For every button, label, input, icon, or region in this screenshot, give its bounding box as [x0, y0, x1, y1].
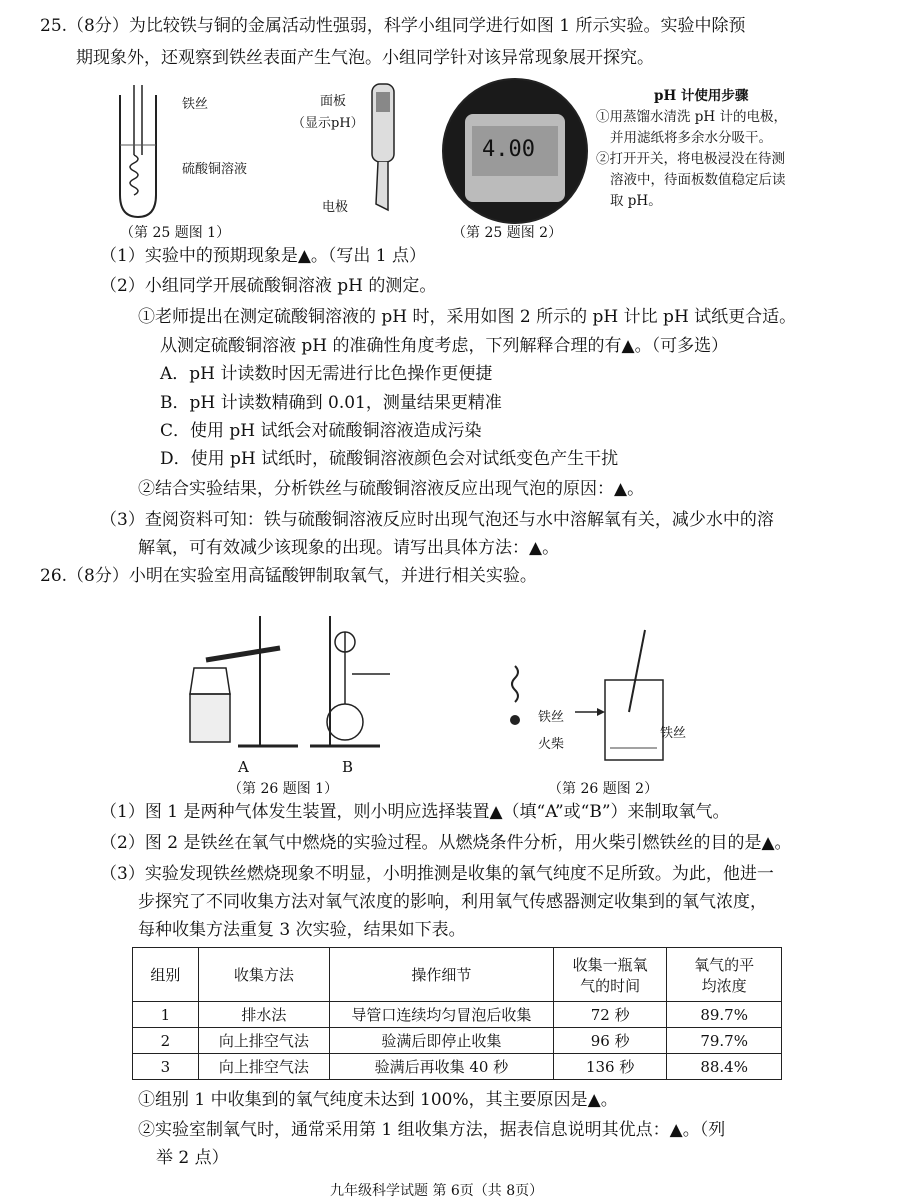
iron-combustion-figure	[505, 620, 685, 770]
ph-step-1b: 并用滤纸将多余水分吸干。	[610, 130, 772, 146]
q25-part2: （2）小组同学开展硫酸铜溶液 pH 的测定。	[100, 276, 437, 296]
caption-fig25-2: （第 25 题图 2）	[452, 225, 563, 241]
q26-part3-line2: 步探究了不同收集方法对氧气浓度的影响，利用氧气传感器测定收集到的氧气浓度，	[138, 892, 767, 912]
q25-intro-line2: 期现象外，还观察到铁丝表面产生气泡。小组同学针对该异常现象展开探究。	[76, 48, 654, 68]
caption-fig26-2: （第 26 题图 2）	[548, 781, 659, 797]
q25-part2a-line1: ①老师提出在测定硫酸铜溶液的 pH 时，采用如图 2 所示的 pH 计比 pH 试纸更合适。	[138, 307, 797, 327]
q25-part3-line1: （3）查阅资料可知：铁与硫酸铜溶液反应时出现气泡还与水中溶解氧有关，减少水中的溶	[100, 510, 774, 530]
q26-sub1: ①组别 1 中收集到的氧气纯度未达到 100%，其主要原因是▲。	[138, 1090, 618, 1110]
header-concentration	[667, 948, 782, 1002]
q26-part2: （2）图 2 是铁丝在氧气中燃烧的实验过程。从燃烧条件分析，用火柴引燃铁丝的目的是▲。	[100, 833, 792, 853]
ph-step-2b: 溶液中，待面板数值稳定后读	[610, 172, 786, 188]
header-time	[554, 948, 667, 1002]
q26-sub2-line2: 举 2 点）	[156, 1148, 229, 1168]
ph-step-2c: 取 pH。	[610, 193, 662, 209]
oxygen-results-table	[132, 947, 782, 1080]
cell: 96 秒	[554, 1028, 667, 1054]
table-row	[133, 1028, 782, 1054]
caption-fig26-1: （第 26 题图 1）	[228, 781, 339, 797]
q25-part1: （1）实验中的预期现象是▲。（写出 1 点）	[100, 246, 427, 266]
ph-steps	[596, 86, 787, 212]
cell: 导管口连续均匀冒泡后收集	[329, 1002, 553, 1028]
cell: 88.4%	[667, 1054, 782, 1080]
cell: 向上排空气法	[198, 1054, 329, 1080]
q26-part1: （1）图 1 是两种气体发生装置，则小明应选择装置▲（填“A”或“B”）来制取氧气。	[100, 802, 730, 822]
label-copper-sulfate: 硫酸铜溶液	[182, 162, 248, 177]
q25-option-d: D．使用 pH 试纸时，硫酸铜溶液颜色会对试纸变色产生干扰	[160, 449, 619, 469]
label-iron-wire: 铁丝	[182, 97, 209, 112]
cell: 排水法	[198, 1002, 329, 1028]
q26-part3-line3: 每种收集方法重复 3 次实验，结果如下表。	[138, 920, 466, 940]
cell: 136 秒	[554, 1054, 667, 1080]
table-row	[133, 1054, 782, 1080]
label-apparatus-a: A	[238, 758, 249, 776]
header-detail: 操作细节	[329, 948, 553, 1002]
test-tube-figure	[110, 85, 180, 225]
q25-option-a: A．pH 计读数时因无需进行比色操作更便捷	[160, 364, 493, 384]
cell: 向上排空气法	[198, 1028, 329, 1054]
cell: 72 秒	[554, 1002, 667, 1028]
table-row	[133, 1002, 782, 1028]
label-fig2-iron-wire-right: 铁丝	[660, 726, 687, 741]
gas-generator-figure	[180, 612, 420, 762]
ph-steps-title: pH 计使用步骤	[654, 88, 749, 104]
ph-meter-figure	[360, 80, 410, 215]
table-header-row	[133, 948, 782, 1002]
cell: 3	[133, 1054, 199, 1080]
label-fig2-iron-wire-left: 铁丝	[538, 710, 565, 725]
ph-step-1a: ①用蒸馏水清洗 pH 计的电极，	[596, 109, 787, 125]
caption-fig25-1: （第 25 题图 1）	[120, 225, 231, 241]
ph-display-value: 4.00	[482, 137, 535, 162]
q26-sub2-line1: ②实验室制氧气时，通常采用第 1 组收集方法，据表信息说明其优点：▲。（列	[138, 1120, 726, 1140]
label-electrode: 电极	[322, 200, 349, 215]
label-panel: 面板	[320, 94, 347, 109]
q25-option-b: B．pH 计读数精确到 0.01，测量结果更精准	[160, 393, 502, 413]
cell: 89.7%	[667, 1002, 782, 1028]
q26-intro: 26.（8分）小明在实验室用高锰酸钾制取氧气，并进行相关实验。	[40, 566, 537, 586]
cell: 79.7%	[667, 1028, 782, 1054]
header-conc-l1: 氧气的平	[694, 955, 755, 974]
cell: 验满后再收集 40 秒	[329, 1054, 553, 1080]
cell: 2	[133, 1028, 199, 1054]
q25-option-c: C．使用 pH 试纸会对硫酸铜溶液造成污染	[160, 421, 482, 441]
header-group: 组别	[133, 948, 199, 1002]
cell: 1	[133, 1002, 199, 1028]
q25-intro-line1: 25.（8分）为比较铁与铜的金属活动性强弱，科学小组同学进行如图 1 所示实验。实验中除预	[40, 16, 746, 36]
label-fig2-match: 火柴	[538, 737, 565, 752]
header-time-l1: 收集一瓶氧	[572, 955, 648, 974]
header-time-l2: 气的时间	[580, 976, 641, 995]
header-method: 收集方法	[198, 948, 329, 1002]
q25-part2a-line2: 从测定硫酸铜溶液 pH 的准确性角度考虑，下列解释合理的有▲。（可多选）	[160, 336, 729, 356]
q25-part2b: ②结合实验结果，分析铁丝与硫酸铜溶液反应出现气泡的原因：▲。	[138, 479, 645, 499]
ph-step-2a: ②打开开关，将电极浸没在待测	[596, 151, 785, 167]
header-conc-l2: 均浓度	[701, 976, 747, 995]
label-apparatus-b: B	[342, 758, 354, 776]
label-panel-sub: （显示pH）	[292, 116, 364, 131]
page-footer: 九年级科学试题 第 6页（共 8页）	[330, 1183, 544, 1199]
q25-part3-line2: 解氧，可有效减少该现象的出现。请写出具体方法：▲。	[138, 538, 560, 558]
q26-part3-line1: （3）实验发现铁丝燃烧现象不明显，小明推测是收集的氧气纯度不足所致。为此，他进一	[100, 864, 774, 884]
cell: 验满后即停止收集	[329, 1028, 553, 1054]
